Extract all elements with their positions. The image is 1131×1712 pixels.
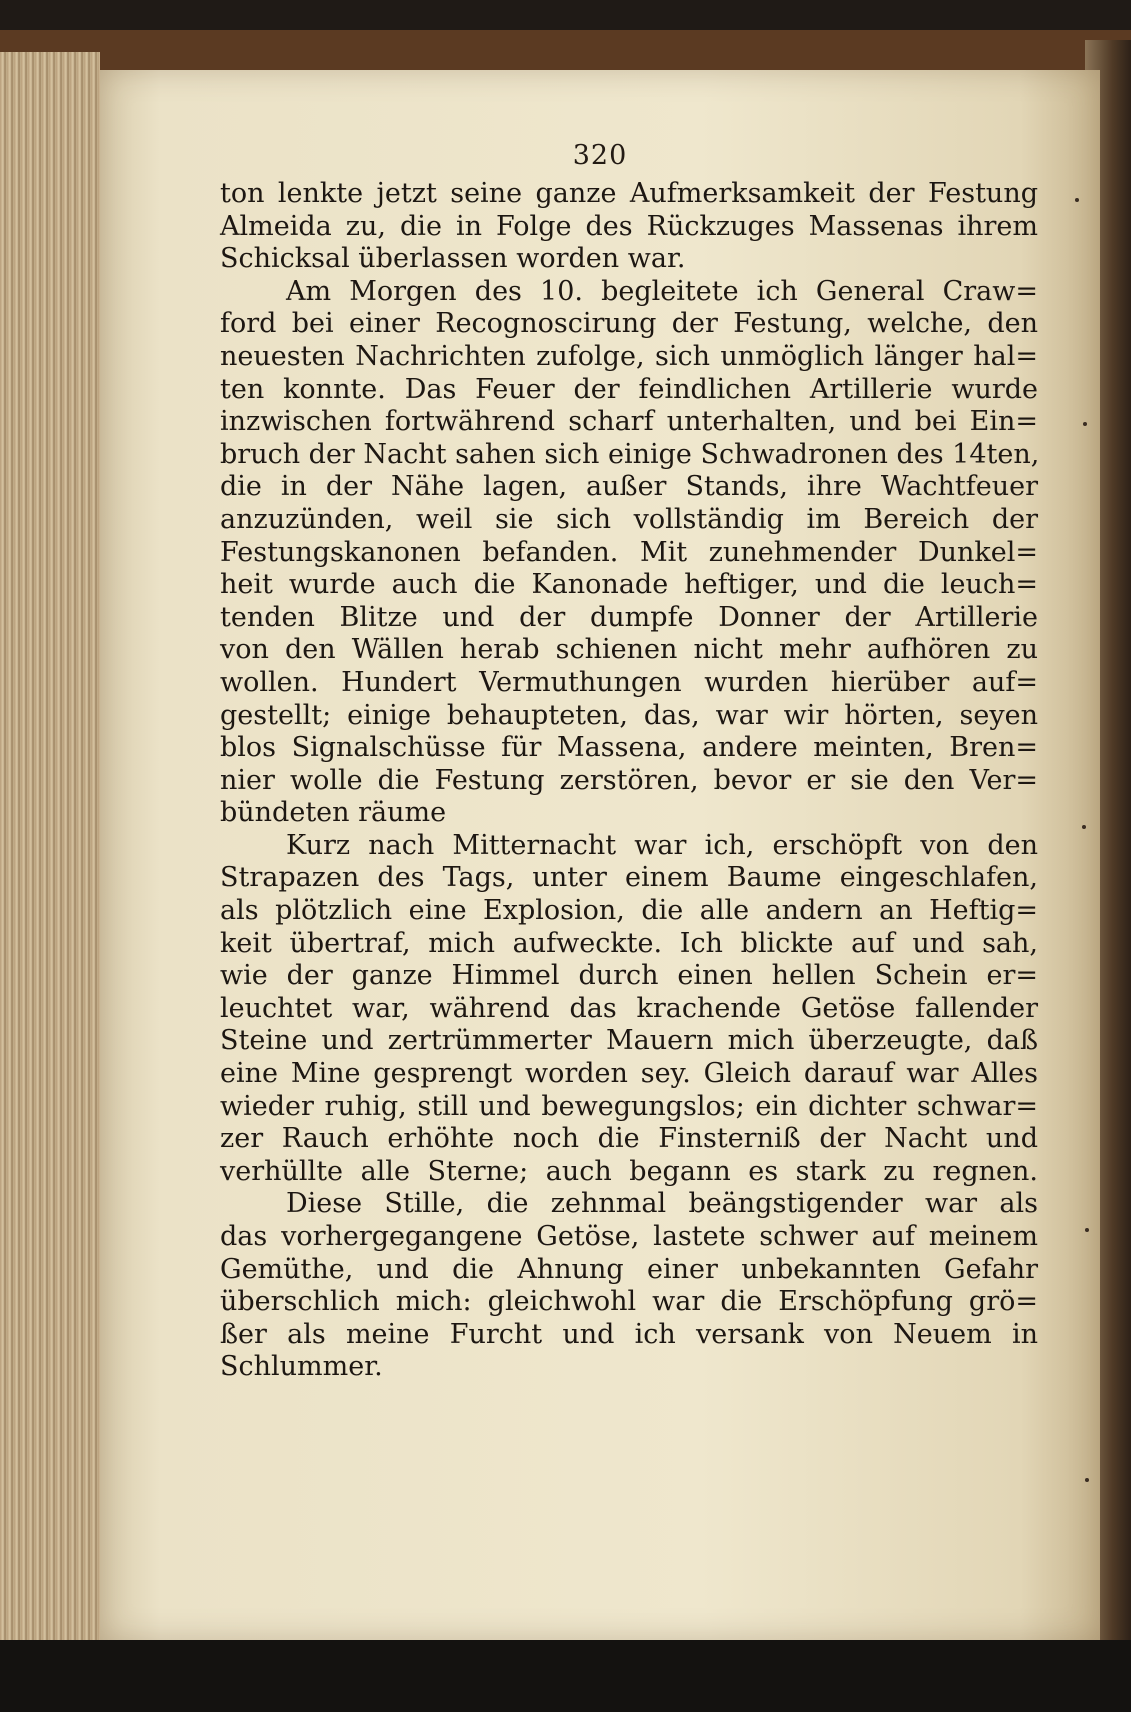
text-line: Kurz nach Mitternacht war ich, erschöpft von den xyxy=(286,829,1038,861)
body-text xyxy=(220,178,1038,1384)
text-line: die in der Nähe lagen, außer Stands, ihre Wachtfeuer xyxy=(220,471,1038,503)
text-line: leuchtet war, während das krachende Getöse fallender xyxy=(220,992,1038,1024)
text-line: von den Wällen herab schienen nicht mehr aufhören zu xyxy=(220,634,1038,666)
text-line: wollen. Hundert Vermuthungen wurden hierüber auf= xyxy=(220,666,1038,698)
text-line: keit übertraf, mich aufweckte. Ich blickte auf und sah, xyxy=(220,927,1038,959)
text-line: überschlich mich: gleichwohl war die Erschöpfung grö= xyxy=(220,1286,1038,1318)
page-stack-edge xyxy=(0,52,100,1640)
text-line: Festungskanonen befanden. Mit zunehmender Dunkel= xyxy=(220,536,1038,568)
text-line: als plötzlich eine Explosion, die alle andern an Heftig= xyxy=(220,895,1038,927)
text-line: anzuzünden, weil sie sich vollständig im Bereich der xyxy=(220,503,1038,535)
text-line: bruch der Nacht sahen sich einige Schwadronen des 14ten, xyxy=(220,438,1040,470)
text-line: das vorhergegangene Getöse, lastete schwer auf meinem xyxy=(220,1221,1038,1252)
text-line: Gemüthe, und die Ahnung einer unbekannten Gefahr xyxy=(220,1253,1038,1285)
text-line: neuesten Nachrichten zufolge, sich unmöglich länger hal= xyxy=(220,340,1038,372)
text-line: Diese Stille, die zehnmal beängstigender war als xyxy=(286,1188,1038,1220)
text-line: ßer als meine Furcht und ich versank von Neuem in xyxy=(220,1318,1038,1350)
text-line: wieder ruhig, still und bewegungslos; ein dichter schwar= xyxy=(220,1090,1038,1122)
text-line: Am Morgen des 10. begleitete ich General Craw= xyxy=(286,275,1038,307)
text-line: nier wolle die Festung zerstören, bevor er sie den Ver= xyxy=(220,764,1038,796)
text-line: Almeida zu, die in Folge des Rückzuges Massenas ihrem xyxy=(220,210,1038,242)
table-surface xyxy=(0,1640,1131,1712)
text-line: gestellt; einige behaupteten, das, war wir hörten, seyen xyxy=(220,699,1038,731)
ink-speck xyxy=(1082,825,1086,829)
text-line: Strapazen des Tags, unter einem Baume eingeschlafen, xyxy=(220,862,1038,894)
book-page xyxy=(100,70,1100,1640)
text-line: bündeten räume xyxy=(220,797,447,829)
page-number: 320 xyxy=(572,140,628,171)
text-line: heit wurde auch die Kanonade heftiger, und die leuch= xyxy=(220,569,1038,601)
text-line: ten konnte. Das Feuer der feindlichen Artillerie wurde xyxy=(220,373,1038,405)
text-line: ton lenkte jetzt seine ganze Aufmerksamkeit der Festung xyxy=(220,178,1038,209)
text-line: wie der ganze Himmel durch einen hellen Schein er= xyxy=(220,960,1038,992)
ink-speck xyxy=(1083,422,1087,426)
text-line: tenden Blitze und der dumpfe Donner der Artillerie xyxy=(220,601,1038,633)
ink-speck xyxy=(1075,198,1079,202)
text-line: inzwischen fortwährend scharf unterhalten, und bei Ein= xyxy=(220,406,1038,438)
text-line: blos Signalschüsse für Massena, andere meinten, Bren= xyxy=(220,732,1038,764)
text-line: Steine und zertrümmerter Mauern mich überzeugte, daß xyxy=(220,1025,1038,1057)
text-line: eine Mine gesprengt worden sey. Gleich darauf war Alles xyxy=(220,1058,1038,1090)
text-line: verhüllte alle Sterne; auch begann es stark zu regnen. xyxy=(220,1155,1038,1187)
text-line: ford bei einer Recognoscirung der Festung, welche, den xyxy=(220,308,1038,340)
text-line: zer Rauch erhöhte noch die Finsterniß der Nacht und xyxy=(220,1123,1038,1155)
ink-speck xyxy=(1085,1228,1089,1232)
ink-speck xyxy=(1085,1478,1089,1482)
text-line: Schicksal überlassen worden war. xyxy=(220,243,686,275)
text-line: Schlummer. xyxy=(220,1351,383,1383)
